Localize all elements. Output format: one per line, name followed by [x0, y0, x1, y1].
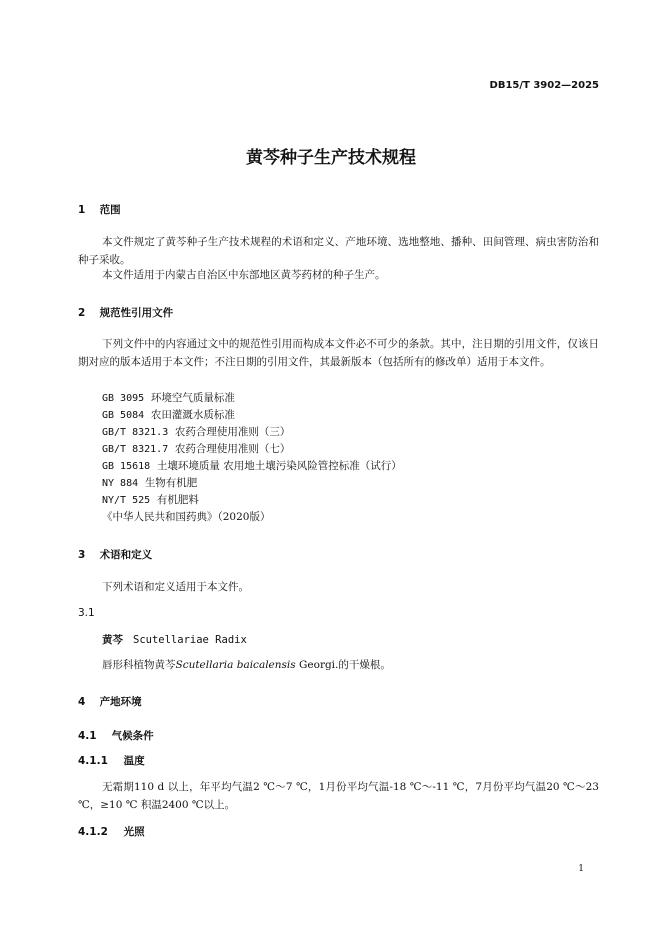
section-2-heading [78, 305, 173, 320]
reference-code: GB 5084 [102, 410, 145, 421]
section-1-heading [78, 202, 121, 217]
definition-text: 唇形科植物黄芩 [102, 659, 176, 671]
reference-item [102, 508, 270, 526]
section-number: 4.1 [78, 730, 97, 742]
section-title: 规范性引用文件 [99, 307, 174, 319]
reference-name: 农药合理使用准则（七） [174, 443, 291, 455]
term-definition [102, 657, 391, 672]
references-intro: 下列文件中的内容通过文中的规范性引用而构成本文件必不可少的条款。其中，注日期的引用文件，仅该日期对应的版本适用于本文件；不注日期的引用文件，其最新版本（包括所有的修改单）适用于本文件。 [78, 338, 599, 368]
section-number: 4.1.1 [78, 755, 108, 767]
temperature-paragraph: 无霜期110 d 以上，年平均气温2 ℃～7 ℃，1月份平均气温-18 ℃～-11 ℃，7月份平均气温20 ℃～23 ℃，≥10 ℃ 积温2400 ℃以上。 [78, 781, 599, 811]
page-number: 1 [578, 864, 584, 874]
reference-code: NY/T 525 [102, 495, 151, 506]
section-4-1-2-heading [78, 824, 145, 839]
section-number: 4 [78, 696, 86, 708]
reference-name: 农田灌溉水质标准 [150, 409, 235, 421]
scope-paragraph-2: 本文件适用于内蒙古自治区中东部地区黄芩药材的种子生产。 [102, 269, 386, 281]
reference-name: 土壤环境质量 农用地土壤污染风险管控标准（试行） [156, 460, 402, 472]
scope-paragraph-1: 本文件规定了黄芩种子生产技术规程的术语和定义、产地环境、选地整地、播种、田间管理、病虫害防治和种子采收。 [78, 236, 599, 266]
reference-code: GB/T 8321.7 [102, 444, 169, 455]
reference-name: 环境空气质量标准 [150, 392, 235, 404]
section-3-heading [78, 547, 152, 562]
reference-code: GB/T 8321.3 [102, 427, 169, 438]
reference-code: GB 3095 [102, 393, 145, 404]
section-title: 范围 [99, 204, 121, 216]
section-4-1-1-heading [78, 753, 145, 768]
section-4-heading [78, 694, 142, 709]
clause-3-1-number: 3.1 [78, 607, 95, 619]
latin-name: Scutellaria baicalensis [175, 659, 296, 671]
section-number: 3 [78, 549, 86, 561]
section-number: 2 [78, 307, 86, 319]
terms-intro: 下列术语和定义适用于本文件。 [102, 581, 249, 593]
definition-text: Georgi.的干燥根。 [299, 659, 391, 671]
reference-name: 生物有机肥 [144, 477, 198, 489]
reference-name: 有机肥料 [156, 494, 199, 506]
section-title: 术语和定义 [99, 549, 153, 561]
term-chinese: 黄芩 [102, 634, 123, 646]
reference-code: GB 15618 [102, 461, 151, 472]
section-title: 产地环境 [99, 696, 142, 708]
section-title: 光照 [123, 826, 145, 838]
section-title: 温度 [123, 755, 145, 767]
reference-name: 《中华人民共和国药典》（2020版） [102, 511, 271, 523]
reference-code: NY 884 [102, 478, 139, 489]
term-entry [102, 632, 247, 647]
section-title: 气候条件 [111, 730, 154, 742]
standard-number: DB15/T 3902—2025 [489, 80, 599, 91]
term-english: Scutellariae Radix [133, 634, 247, 646]
document-title: 黄芩种子生产技术规程 [246, 148, 416, 168]
section-number: 4.1.2 [78, 826, 108, 838]
section-number: 1 [78, 204, 86, 216]
section-4-1-heading [78, 728, 154, 743]
reference-name: 农药合理使用准则（三） [174, 426, 291, 438]
